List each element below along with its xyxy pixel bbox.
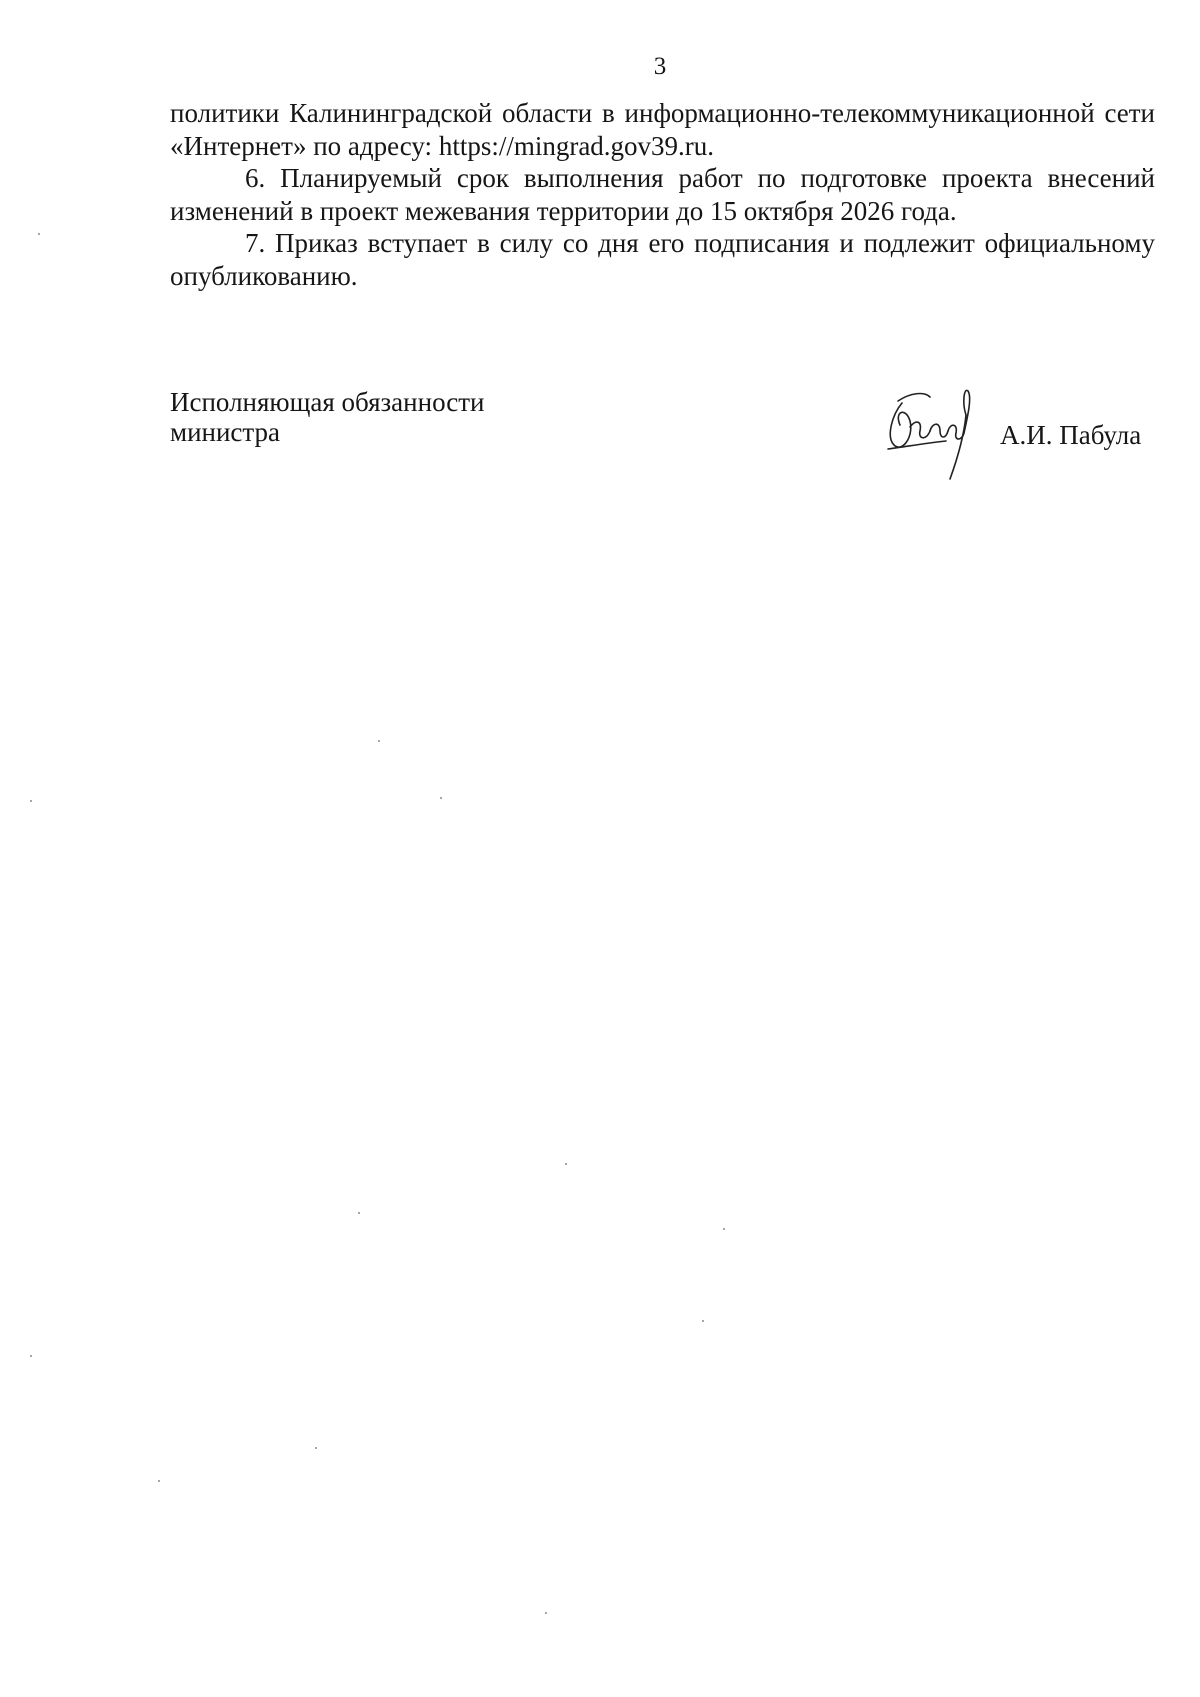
scan-speck [723, 1228, 725, 1230]
scan-speck [30, 800, 32, 802]
signer-position-line-2: министра [170, 417, 281, 447]
signer-name: А.И. Пабула [1000, 420, 1142, 450]
paragraph-item-6: 6. Планируемый срок выполнения работ по подготовке проекта внесений изменений в проект межевания территории до 15 октября 2026 года. [170, 163, 1155, 226]
scan-speck [378, 740, 380, 742]
handwritten-signature [880, 385, 990, 485]
scan-speck [440, 797, 442, 799]
scan-speck [30, 1355, 32, 1357]
scan-speck [545, 1612, 547, 1614]
scan-speck [565, 1163, 567, 1165]
scan-speck [158, 1480, 160, 1482]
scan-speck [358, 1212, 360, 1214]
signer-position-line-1: Исполняющая обязанности [170, 387, 485, 417]
scan-speck [702, 1320, 704, 1322]
page-number: 3 [653, 53, 667, 80]
scan-speck [38, 233, 40, 235]
paragraph-item-7: 7. Приказ вступает в силу со дня его подписания и подлежит официальному опубликованию. [170, 228, 1155, 291]
scan-speck [315, 1447, 317, 1449]
signer-position [170, 387, 484, 447]
paragraph-continuation: политики Калининградской области в информационно-телекоммуникационной сети «Интернет» по адресу: https://mingrad.gov39.ru. [170, 98, 1155, 161]
document-body [170, 97, 1155, 292]
